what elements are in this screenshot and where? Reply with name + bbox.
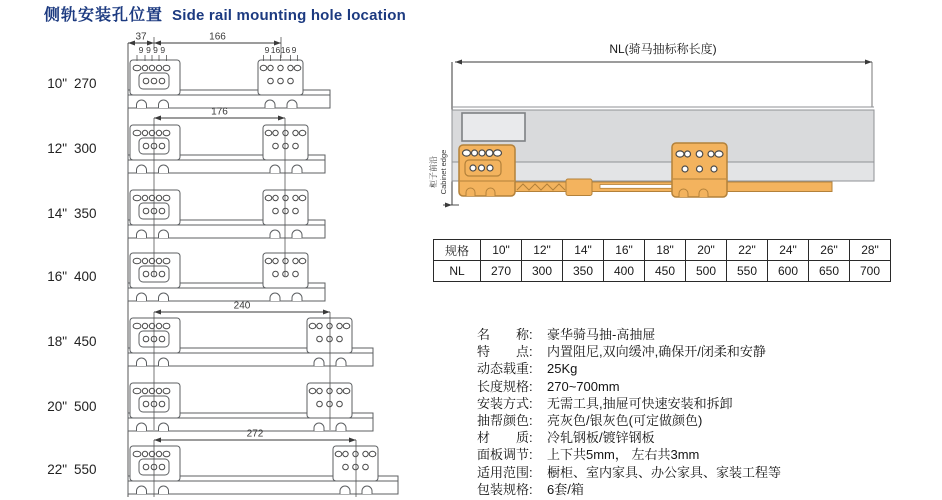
rail-row-18in [47,318,373,366]
side-rail-diagrams [47,32,398,498]
spec-label: 抽帮颜色: [477,412,533,428]
spec-row-4 [477,395,781,412]
spec-row-9 [477,481,781,498]
rail-row-22in [47,446,398,494]
spec-label: 动态载重: [477,361,533,377]
front-bracket [459,145,515,196]
spec-row-2 [477,360,781,377]
rail-row-label [47,399,96,414]
rail-row-16in [47,253,325,301]
spec-label: 适用范围: [477,464,533,480]
nl-dimension [455,41,872,107]
svg-text:240: 240 [233,300,251,312]
svg-text:300: 300 [74,141,97,156]
svg-text:500: 500 [74,399,97,414]
rail-row-12in [47,125,325,173]
spec-label: 面板调节: [477,447,533,463]
nl-size-table [433,239,891,282]
spec-value: 270~700mm [547,378,620,394]
table-header-spec: 规格 [434,240,481,261]
rail-row-14in [47,190,325,238]
spec-value: 无需工具,抽屉可快速安装和拆卸 [547,395,733,411]
table-length-cell: 350 [563,261,604,282]
spec-value: 橱柜、室内家具、办公家具、家装工程等 [547,464,782,480]
spec-label: 名 称: [477,327,533,342]
table-size-cell: 24" [768,240,809,261]
table-header-nl: NL [434,261,481,282]
svg-text:9: 9 [153,45,158,55]
table-length-cell: 500 [686,261,727,282]
cabinet-edge-label [428,150,448,195]
svg-text:272: 272 [246,428,264,440]
svg-text:Cabinet edge: Cabinet edge [439,149,448,195]
table-length-cell: 300 [522,261,563,282]
table-length-cell: 400 [604,261,645,282]
svg-text:9: 9 [264,45,270,55]
svg-text:14": 14" [47,206,67,221]
spec-row-5 [477,412,781,429]
rear-bracket [672,143,727,197]
rail-row-20in [47,383,373,431]
table-length-cell: 450 [645,261,686,282]
spec-row-8 [477,464,781,481]
spec-value: 冷轧钢板/镀锌钢板 [547,430,655,446]
svg-text:16": 16" [47,269,67,284]
svg-text:9: 9 [291,45,297,55]
drawer-side-window [462,113,525,141]
table-size-cell: 16" [604,240,645,261]
table-size-cell: 10" [481,240,522,261]
svg-text:10": 10" [47,76,67,91]
svg-text:16: 16 [280,45,291,55]
table-size-cell: 14" [563,240,604,261]
svg-text:270: 270 [74,76,97,91]
table-length-cell: 600 [768,261,809,282]
table-length-cell: 700 [850,261,891,282]
table-size-cell: 22" [727,240,768,261]
table-size-cell: 18" [645,240,686,261]
svg-text:柜子前沿: 柜子前沿 [429,156,438,188]
svg-text:12": 12" [47,141,67,156]
svg-text:NL(骑马抽标称长度): NL(骑马抽标称长度) [609,42,717,56]
spec-label: 安装方式: [477,395,533,411]
spec-value: 亮灰色/银灰色(可定做颜色) [547,412,703,428]
spec-row-1 [477,343,781,360]
svg-text:176: 176 [211,106,228,118]
table-length-cell: 270 [481,261,522,282]
svg-text:9: 9 [146,45,151,55]
spec-value: 上下共5mm， 左右共3mm [547,447,700,463]
svg-text:37: 37 [135,31,147,43]
spec-row-0 [477,326,781,343]
row1-dimensions [128,32,298,62]
table-length-cell: 550 [727,261,768,282]
rail-row-label [47,462,96,477]
svg-text:166: 166 [209,31,226,43]
svg-text:20": 20" [47,399,67,414]
rail-row-label [47,269,96,284]
spec-value: 6套/箱 [547,481,584,497]
spec-label: 特 点: [477,344,533,360]
spec-row-3 [477,378,781,395]
svg-text:350: 350 [74,206,97,221]
table-size-cell: 28" [850,240,891,261]
spec-label: 材 质: [477,430,533,446]
spec-value: 豪华骑马抽-高抽屉 [547,327,656,342]
spec-label: 长度规格: [477,378,533,394]
spec-value: 25Kg [547,361,578,377]
table-size-cell: 20" [686,240,727,261]
svg-text:550: 550 [74,462,97,477]
svg-text:9: 9 [138,45,144,55]
rail-row-label [47,334,96,349]
page-title-zh: 侧轨安装孔位置 [44,7,164,24]
table-size-cell: 12" [522,240,563,261]
svg-text:9: 9 [160,45,166,55]
svg-text:22": 22" [47,462,67,477]
page-title-en: Side rail mounting hole location [172,7,406,24]
spec-row-6 [477,429,781,446]
rail-row-label [47,76,96,91]
svg-text:400: 400 [74,269,97,284]
svg-text:16: 16 [270,45,281,55]
svg-text:450: 450 [74,334,97,349]
rail-row-label [47,141,96,156]
rail-row-10in [47,60,330,108]
svg-text:18": 18" [47,334,67,349]
spec-value: 内置阻尼,双向缓冲,确保开/闭柔和安静 [547,344,766,360]
strip-connector [566,179,592,196]
spec-row-7 [477,446,781,463]
table-length-cell: 650 [809,261,850,282]
table-size-cell: 26" [809,240,850,261]
rail-row-label [47,206,96,221]
drawer-side-diagram [428,41,874,208]
spec-list [477,326,781,498]
spec-label: 包装规格: [477,481,533,497]
